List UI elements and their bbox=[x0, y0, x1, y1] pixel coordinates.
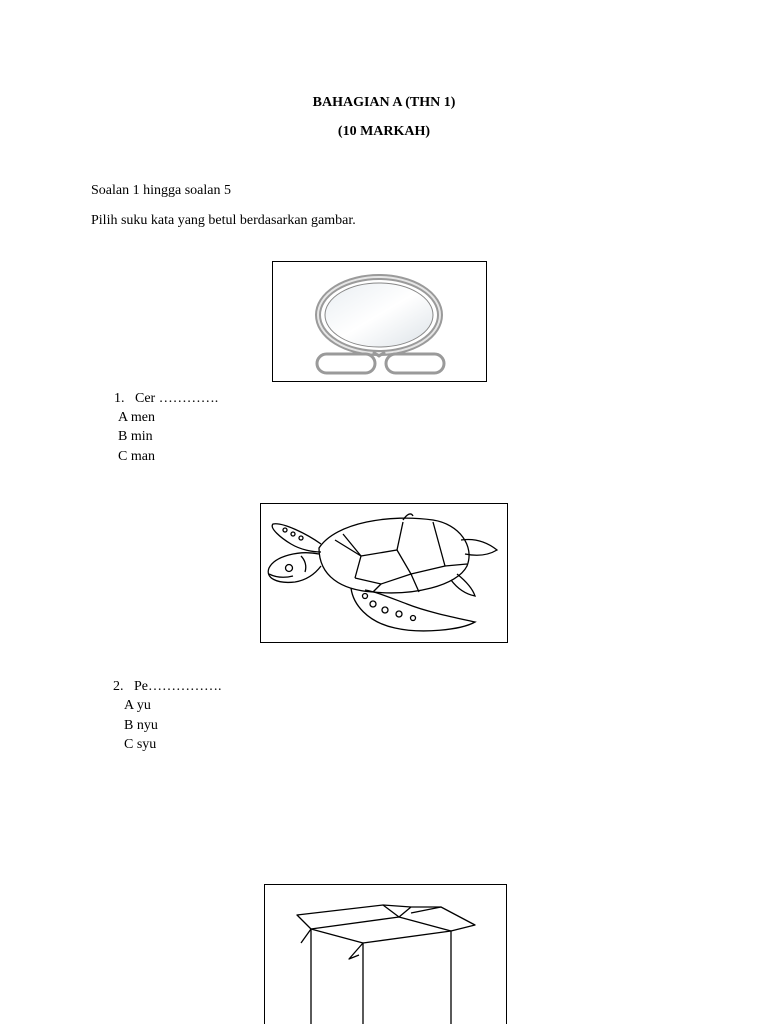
question-2-option-b[interactable]: B nyu bbox=[124, 718, 158, 733]
question-2-number: 2. bbox=[113, 679, 124, 694]
question-2-option-c[interactable]: C syu bbox=[124, 737, 157, 752]
mirror-image bbox=[272, 261, 487, 382]
question-1-number: 1. bbox=[114, 391, 125, 406]
instruction-prompt: Pilih suku kata yang betul berdasarkan gambar. bbox=[91, 213, 356, 228]
question-2-option-a[interactable]: A yu bbox=[124, 698, 151, 713]
instruction-range: Soalan 1 hingga soalan 5 bbox=[91, 183, 231, 198]
question-1-stem bbox=[114, 391, 218, 407]
question-1-option-b[interactable]: B min bbox=[118, 429, 153, 444]
section-marks: (10 MARKAH) bbox=[337, 124, 431, 139]
question-1-text: Cer …………. bbox=[135, 391, 219, 406]
question-2-stem bbox=[113, 679, 222, 695]
question-2-text: Pe……………. bbox=[134, 679, 222, 694]
section-title: BAHAGIAN A (THN 1) bbox=[312, 95, 456, 110]
question-1-option-a[interactable]: A men bbox=[118, 410, 155, 425]
question-1-option-c[interactable]: C man bbox=[118, 449, 155, 464]
box-image bbox=[264, 884, 507, 1024]
turtle-image bbox=[260, 503, 508, 643]
